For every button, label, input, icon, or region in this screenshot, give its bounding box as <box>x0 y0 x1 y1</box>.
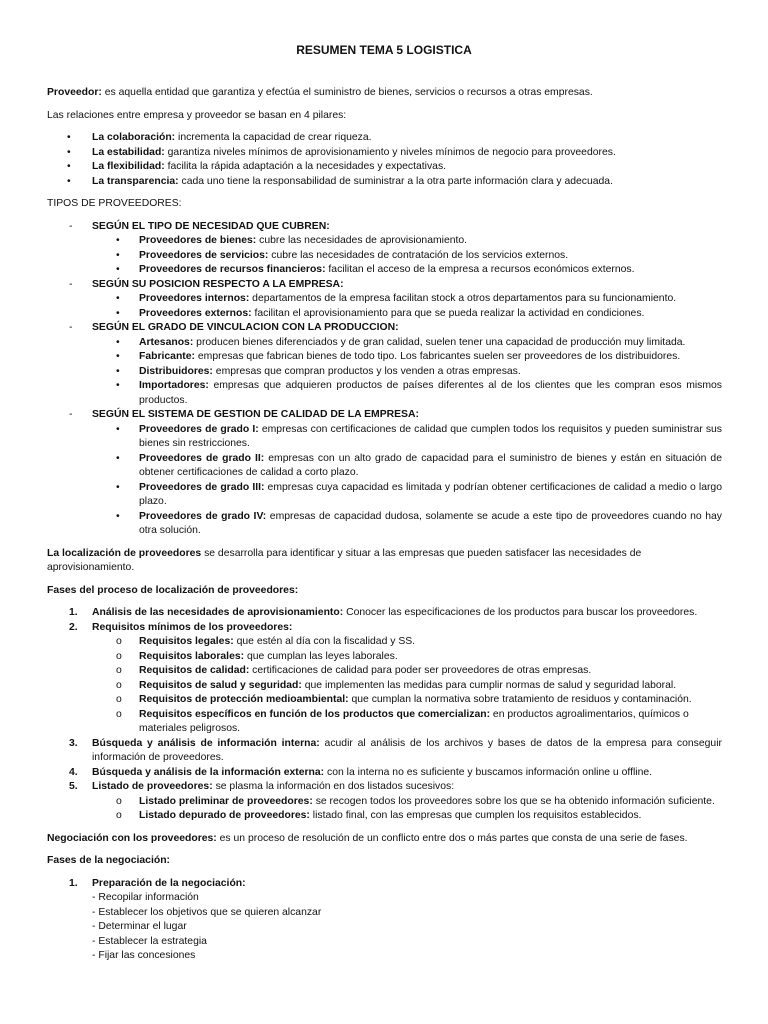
relaciones-intro: Las relaciones entre empresa y proveedor se basan en 4 pilares: <box>47 109 347 121</box>
item-term: La colaboración: <box>92 132 176 143</box>
item-term: Artesanos: <box>139 336 194 348</box>
heading-text: Fases de la negociación: <box>47 855 170 866</box>
item-text: que estén al día con la fiscalidad y SS. <box>233 636 416 647</box>
item-term: Proveedores de recursos financieros: <box>139 264 326 275</box>
page-title: RESUMEN TEMA 5 LOGISTICA <box>296 43 472 57</box>
list-item <box>47 350 722 365</box>
item-text: garantiza niveles mínimos de aprovisionamiento y niveles mínimos de negocio para proveedores. <box>164 146 616 158</box>
item-text: en productos agroalimentarios, químicos o materiales peligrosos. <box>139 708 689 734</box>
item-text: facilita la rápida adaptación a la necesidades y expectativas. <box>164 161 447 172</box>
item-text: que cumplan la normativa sobre tratamiento de residuos y contaminación. <box>348 694 692 705</box>
fases-localizacion-heading <box>47 584 722 599</box>
item-term: Fabricante: <box>139 351 196 362</box>
item-text: cubre las necesidades de aprovisionamiento. <box>256 235 468 246</box>
item-text: empresas que adquieren productos de países diferentes al de los clientes que les compran esos mismos productos. <box>139 380 722 406</box>
item-text: departamentos de la empresa facilitan stock a otros departamentos para su funcionamiento. <box>249 293 677 304</box>
list-item <box>47 336 722 351</box>
list-item <box>47 510 722 539</box>
numbered-item <box>47 606 722 621</box>
tipo-heading: - SEGÚN EL SISTEMA DE GESTION DE CALIDAD DE LA EMPRESA: <box>47 408 722 423</box>
numbered-item <box>47 737 722 766</box>
sub-item <box>47 795 722 810</box>
item-number: 2. <box>69 621 78 633</box>
item-term: Proveedores de grado I: <box>139 423 259 435</box>
item-term: Análisis de las necesidades de aprovisionamiento: <box>92 607 344 618</box>
fases-negociacion-list <box>47 877 722 964</box>
tipos-list <box>47 220 722 539</box>
item-term: La transparencia: <box>92 175 179 187</box>
list-item <box>47 379 722 408</box>
item-number: 3. <box>69 737 78 749</box>
item-term: Listado preliminar de proveedores: <box>139 795 313 807</box>
sub-item <box>47 650 722 665</box>
item-term: Requisitos de protección medioambiental: <box>139 694 349 705</box>
list-item <box>47 234 722 249</box>
item-term: Búsqueda y análisis de información interna: <box>92 737 320 749</box>
item-text: producen bienes diferenciados y de gran calidad, suelen tener una capacidad de producción muy limitada. <box>193 336 686 348</box>
item-number: 5. <box>69 781 78 792</box>
item-term: Distribuidores: <box>139 365 213 377</box>
item-term: Requisitos laborales: <box>139 650 245 662</box>
list-item <box>47 365 722 380</box>
list-item <box>47 131 722 146</box>
fases-localizacion-list <box>47 606 722 824</box>
item-term: Proveedores de servicios: <box>139 249 269 261</box>
item-text: acudir al análisis de los archivos y bases de datos de la empresa para conseguir información de proveedores. <box>92 737 722 763</box>
item-text: empresas que fabrican bienes de todo tipo. Los fabricantes suelen ser proveedores de los distribuidores. <box>195 351 681 362</box>
list-item <box>47 307 722 322</box>
item-text: certificaciones de calidad para poder ser proveedores de otras empresas. <box>249 665 592 676</box>
item-text: empresas con un alto grado de capacidad para el suministro de bienes y están en situación de obtener certificaciones de calidad a corto plazo. <box>139 452 722 478</box>
tipo-heading: - SEGÚN SU POSICION RESPECTO A LA EMPRESA: <box>47 278 722 293</box>
item-text: empresas con certificaciones de calidad que cumplen todos los requisitos y pueden suministrar sus bienes sin restricciones. <box>139 423 722 449</box>
tipos-heading: TIPOS DE PROVEEDORES: <box>47 198 182 209</box>
item-text: facilitan el aprovisionamiento para que se pueda realizar la actividad en condiciones. <box>251 307 645 319</box>
item-text: cada uno tiene la responsabilidad de suministrar a la otra parte información clara y adecuada. <box>178 175 613 187</box>
item-text: se recogen todos los proveedores sobre los que se ha obtenido información suficiente. <box>312 795 715 807</box>
list-item <box>47 423 722 452</box>
item-text: que implementen las medidas para cumplir normas de salud y seguridad laboral. <box>301 679 677 691</box>
list-item <box>47 263 722 278</box>
step-line: - Determinar el lugar <box>92 921 187 932</box>
item-text: empresas que compran productos y los venden a otras empresas. <box>212 365 521 377</box>
heading-text: Fases del proceso de localización de proveedores: <box>47 584 299 596</box>
item-text: Conocer las especificaciones de los productos para buscar los proveedores. <box>343 607 698 618</box>
item-term: Importadores: <box>139 380 209 391</box>
item-term: Proveedores de grado II: <box>139 452 265 464</box>
sub-item <box>47 809 722 824</box>
item-term: Proveedores de grado III: <box>139 481 265 493</box>
localizacion-definition <box>47 547 722 576</box>
sub-item <box>47 693 722 708</box>
definition-text: se desarrolla para identificar y situar a las empresas que pueden satisfacer las necesidades de aprovisionamiento. <box>47 547 642 573</box>
numbered-item <box>47 621 722 636</box>
item-term: Listado depurado de proveedores: <box>139 810 310 821</box>
proveedor-definition <box>47 86 722 101</box>
item-text: cubre las necesidades de contratación de los servicios externos. <box>268 249 569 261</box>
item-term: Proveedores internos: <box>139 293 250 304</box>
definition-term: Negociación con los proveedores: <box>47 832 217 844</box>
item-text: facilitan el acceso de la empresa a recursos económicos externos. <box>325 264 635 275</box>
item-term: Preparación de la negociación: <box>92 877 246 889</box>
item-text: que cumplan las leyes laborales. <box>244 650 398 662</box>
item-text: empresas cuya capacidad es limitada y podrían obtener certificaciones de calidad a medio o largo plazo. <box>139 481 722 507</box>
definition-text: es aquella entidad que garantiza y efectúa el suministro de bienes, servicios o recursos a otras empresas. <box>101 87 593 98</box>
item-term: Requisitos específicos en función de los productos que comercializan: <box>139 708 491 720</box>
list-item <box>47 146 722 161</box>
sub-item <box>47 679 722 694</box>
item-text: empresas de capacidad dudosa, solamente se acude a este tipo de proveedores cuando no hay otra solución. <box>139 510 722 536</box>
item-term: Requisitos de calidad: <box>139 665 250 676</box>
document-body <box>47 86 722 964</box>
definition-text: es un proceso de resolución de un conflicto entre dos o más partes que consta de una serie de fases. <box>216 832 688 844</box>
step-line: - Recopilar información <box>92 892 199 903</box>
definition-term: Proveedor: <box>47 87 102 98</box>
item-term: Listado de proveedores: <box>92 781 213 792</box>
step-line: - Establecer la estrategia <box>92 935 207 947</box>
item-term: La flexibilidad: <box>92 161 165 172</box>
item-number: 4. <box>69 766 78 778</box>
list-item <box>47 481 722 510</box>
item-term: Proveedores externos: <box>139 307 252 319</box>
item-term: La estabilidad: <box>92 146 165 158</box>
item-term: Proveedores de grado IV: <box>139 510 267 522</box>
list-item <box>47 175 722 190</box>
list-item <box>47 292 722 307</box>
item-term: Requisitos de salud y seguridad: <box>139 679 302 691</box>
numbered-item <box>47 766 722 781</box>
item-term: Requisitos legales: <box>139 636 234 647</box>
item-term: Requisitos mínimos de los proveedores: <box>92 621 293 633</box>
item-number: 1. <box>69 607 78 618</box>
step-line: - Fijar las concesiones <box>92 950 196 961</box>
pilares-list <box>47 131 722 189</box>
negociacion-definition <box>47 832 722 847</box>
list-item <box>47 160 722 175</box>
fases-negociacion-heading <box>47 854 722 869</box>
numbered-item <box>47 877 722 892</box>
list-item <box>47 452 722 481</box>
item-text: listado final, con las empresas que cumplen los requisitos establecidos. <box>309 810 642 821</box>
item-term: Proveedores de bienes: <box>139 235 257 246</box>
item-term: Búsqueda y análisis de la información externa: <box>92 766 325 778</box>
tipo-heading: - SEGÚN EL TIPO DE NECESIDAD QUE CUBREN: <box>47 220 722 235</box>
step-line: - Establecer los objetivos que se quieren alcanzar <box>92 906 322 918</box>
numbered-item <box>47 780 722 795</box>
list-item <box>47 249 722 264</box>
sub-item <box>47 635 722 650</box>
tipo-heading: - SEGÚN EL GRADO DE VINCULACION CON LA PRODUCCION: <box>47 321 722 336</box>
definition-term: La localización de proveedores <box>47 547 202 559</box>
item-text: incrementa la capacidad de crear riqueza. <box>175 132 372 143</box>
item-text: se plasma la información en dos listados sucesivos: <box>212 781 455 792</box>
item-number: 1. <box>69 877 78 889</box>
sub-item <box>47 664 722 679</box>
sub-item <box>47 708 722 737</box>
item-text: con la interna no es suficiente y buscamos información online u offline. <box>324 766 653 778</box>
